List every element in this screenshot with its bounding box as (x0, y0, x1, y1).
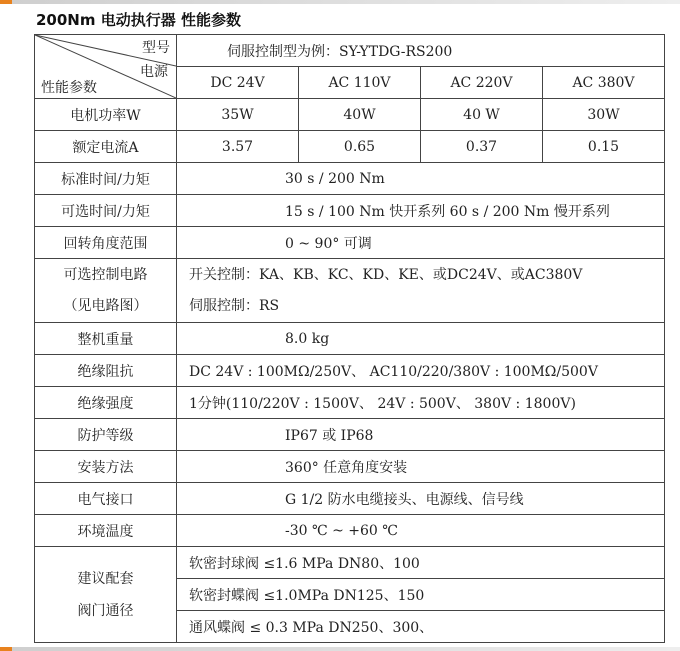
voltage-header: AC 110V (299, 67, 421, 99)
table-row (35, 227, 665, 259)
voltage-header: DC 24V (177, 67, 299, 99)
table-row (35, 163, 665, 195)
row-value: 15 s / 100 Nm 快开系列 60 s / 200 Nm 慢开系列 (177, 195, 665, 227)
table-row (35, 547, 665, 579)
row-label: 整机重量 (35, 323, 177, 355)
row-label: 电机功率W (35, 99, 177, 131)
diagonal-header-cell (35, 35, 177, 99)
cell: 0.37 (421, 131, 543, 163)
page-title: 200Nm 电动执行器 性能参数 (36, 11, 241, 29)
table-row (35, 195, 665, 227)
voltage-header: AC 380V (543, 67, 665, 99)
voltage-header: AC 220V (421, 67, 543, 99)
row-label: 回转角度范围 (35, 227, 177, 259)
param-label: 性能参数 (41, 80, 97, 96)
table-row (35, 387, 665, 419)
row-label: 标准时间/力矩 (35, 163, 177, 195)
control-label-line2: （见电路图） (63, 297, 148, 314)
cell: 0.15 (543, 131, 665, 163)
row-label: 可选时间/力矩 (35, 195, 177, 227)
table-row (35, 483, 665, 515)
valves-label (35, 547, 177, 643)
row-value: 30 s / 200 Nm (177, 163, 665, 195)
row-value: G 1/2 防水电缆接头、电源线、信号线 (177, 483, 665, 515)
row-value: 8.0 kg (177, 323, 665, 355)
row-label: 额定电流A (35, 131, 177, 163)
cell: 3.57 (177, 131, 299, 163)
table-row (35, 323, 665, 355)
row-value: 0 ~ 90° 可调 (177, 227, 665, 259)
control-line2: 伺服控制：RS (189, 297, 280, 314)
table-row (35, 355, 665, 387)
top-bar (0, 0, 680, 4)
table-row (35, 131, 665, 163)
row-value: 1分钟(110/220V : 1500V、 24V : 500V、 380V : 1800V) (177, 387, 665, 419)
model-label: 型号 (142, 40, 170, 56)
row-value: 360° 任意角度安装 (177, 451, 665, 483)
row-label: 电气接口 (35, 483, 177, 515)
power-label: 电源 (140, 64, 168, 80)
valve-item: 软密封球阀 ≤1.6 MPa DN80、100 (177, 547, 665, 579)
table-row (35, 515, 665, 547)
row-value: -30 ℃ ~ +60 ℃ (177, 515, 665, 547)
table-row (35, 259, 665, 323)
spec-table (34, 34, 665, 643)
control-label (35, 259, 177, 323)
cell: 0.65 (299, 131, 421, 163)
control-value (177, 259, 665, 323)
table-row (35, 451, 665, 483)
row-label: 绝缘强度 (35, 387, 177, 419)
row-value: IP67 或 IP68 (177, 419, 665, 451)
row-value: DC 24V : 100MΩ/250V、 AC110/220/380V : 100MΩ/500V (177, 355, 665, 387)
valves-label-line2: 阀门通径 (77, 602, 134, 619)
model-example: 伺服控制型为例：SY-YTDG-RS200 (177, 35, 665, 67)
table-row (35, 419, 665, 451)
cell: 35W (177, 99, 299, 131)
cell: 30W (543, 99, 665, 131)
row-label: 安装方法 (35, 451, 177, 483)
control-line1: 开关控制：KA、KB、KC、KD、KE、或DC24V、或AC380V (189, 266, 583, 283)
valve-item: 软密封蝶阀 ≤1.0MPa DN125、150 (177, 579, 665, 611)
control-label-line1: 可选控制电路 (63, 266, 148, 283)
table-row (35, 99, 665, 131)
valves-label-line1: 建议配套 (77, 570, 134, 587)
row-label: 绝缘阻抗 (35, 355, 177, 387)
bottom-bar (0, 647, 680, 651)
valve-item: 通风蝶阀 ≤ 0.3 MPa DN250、300、 (177, 611, 665, 643)
row-label: 环境温度 (35, 515, 177, 547)
cell: 40 W (421, 99, 543, 131)
cell: 40W (299, 99, 421, 131)
row-label: 防护等级 (35, 419, 177, 451)
